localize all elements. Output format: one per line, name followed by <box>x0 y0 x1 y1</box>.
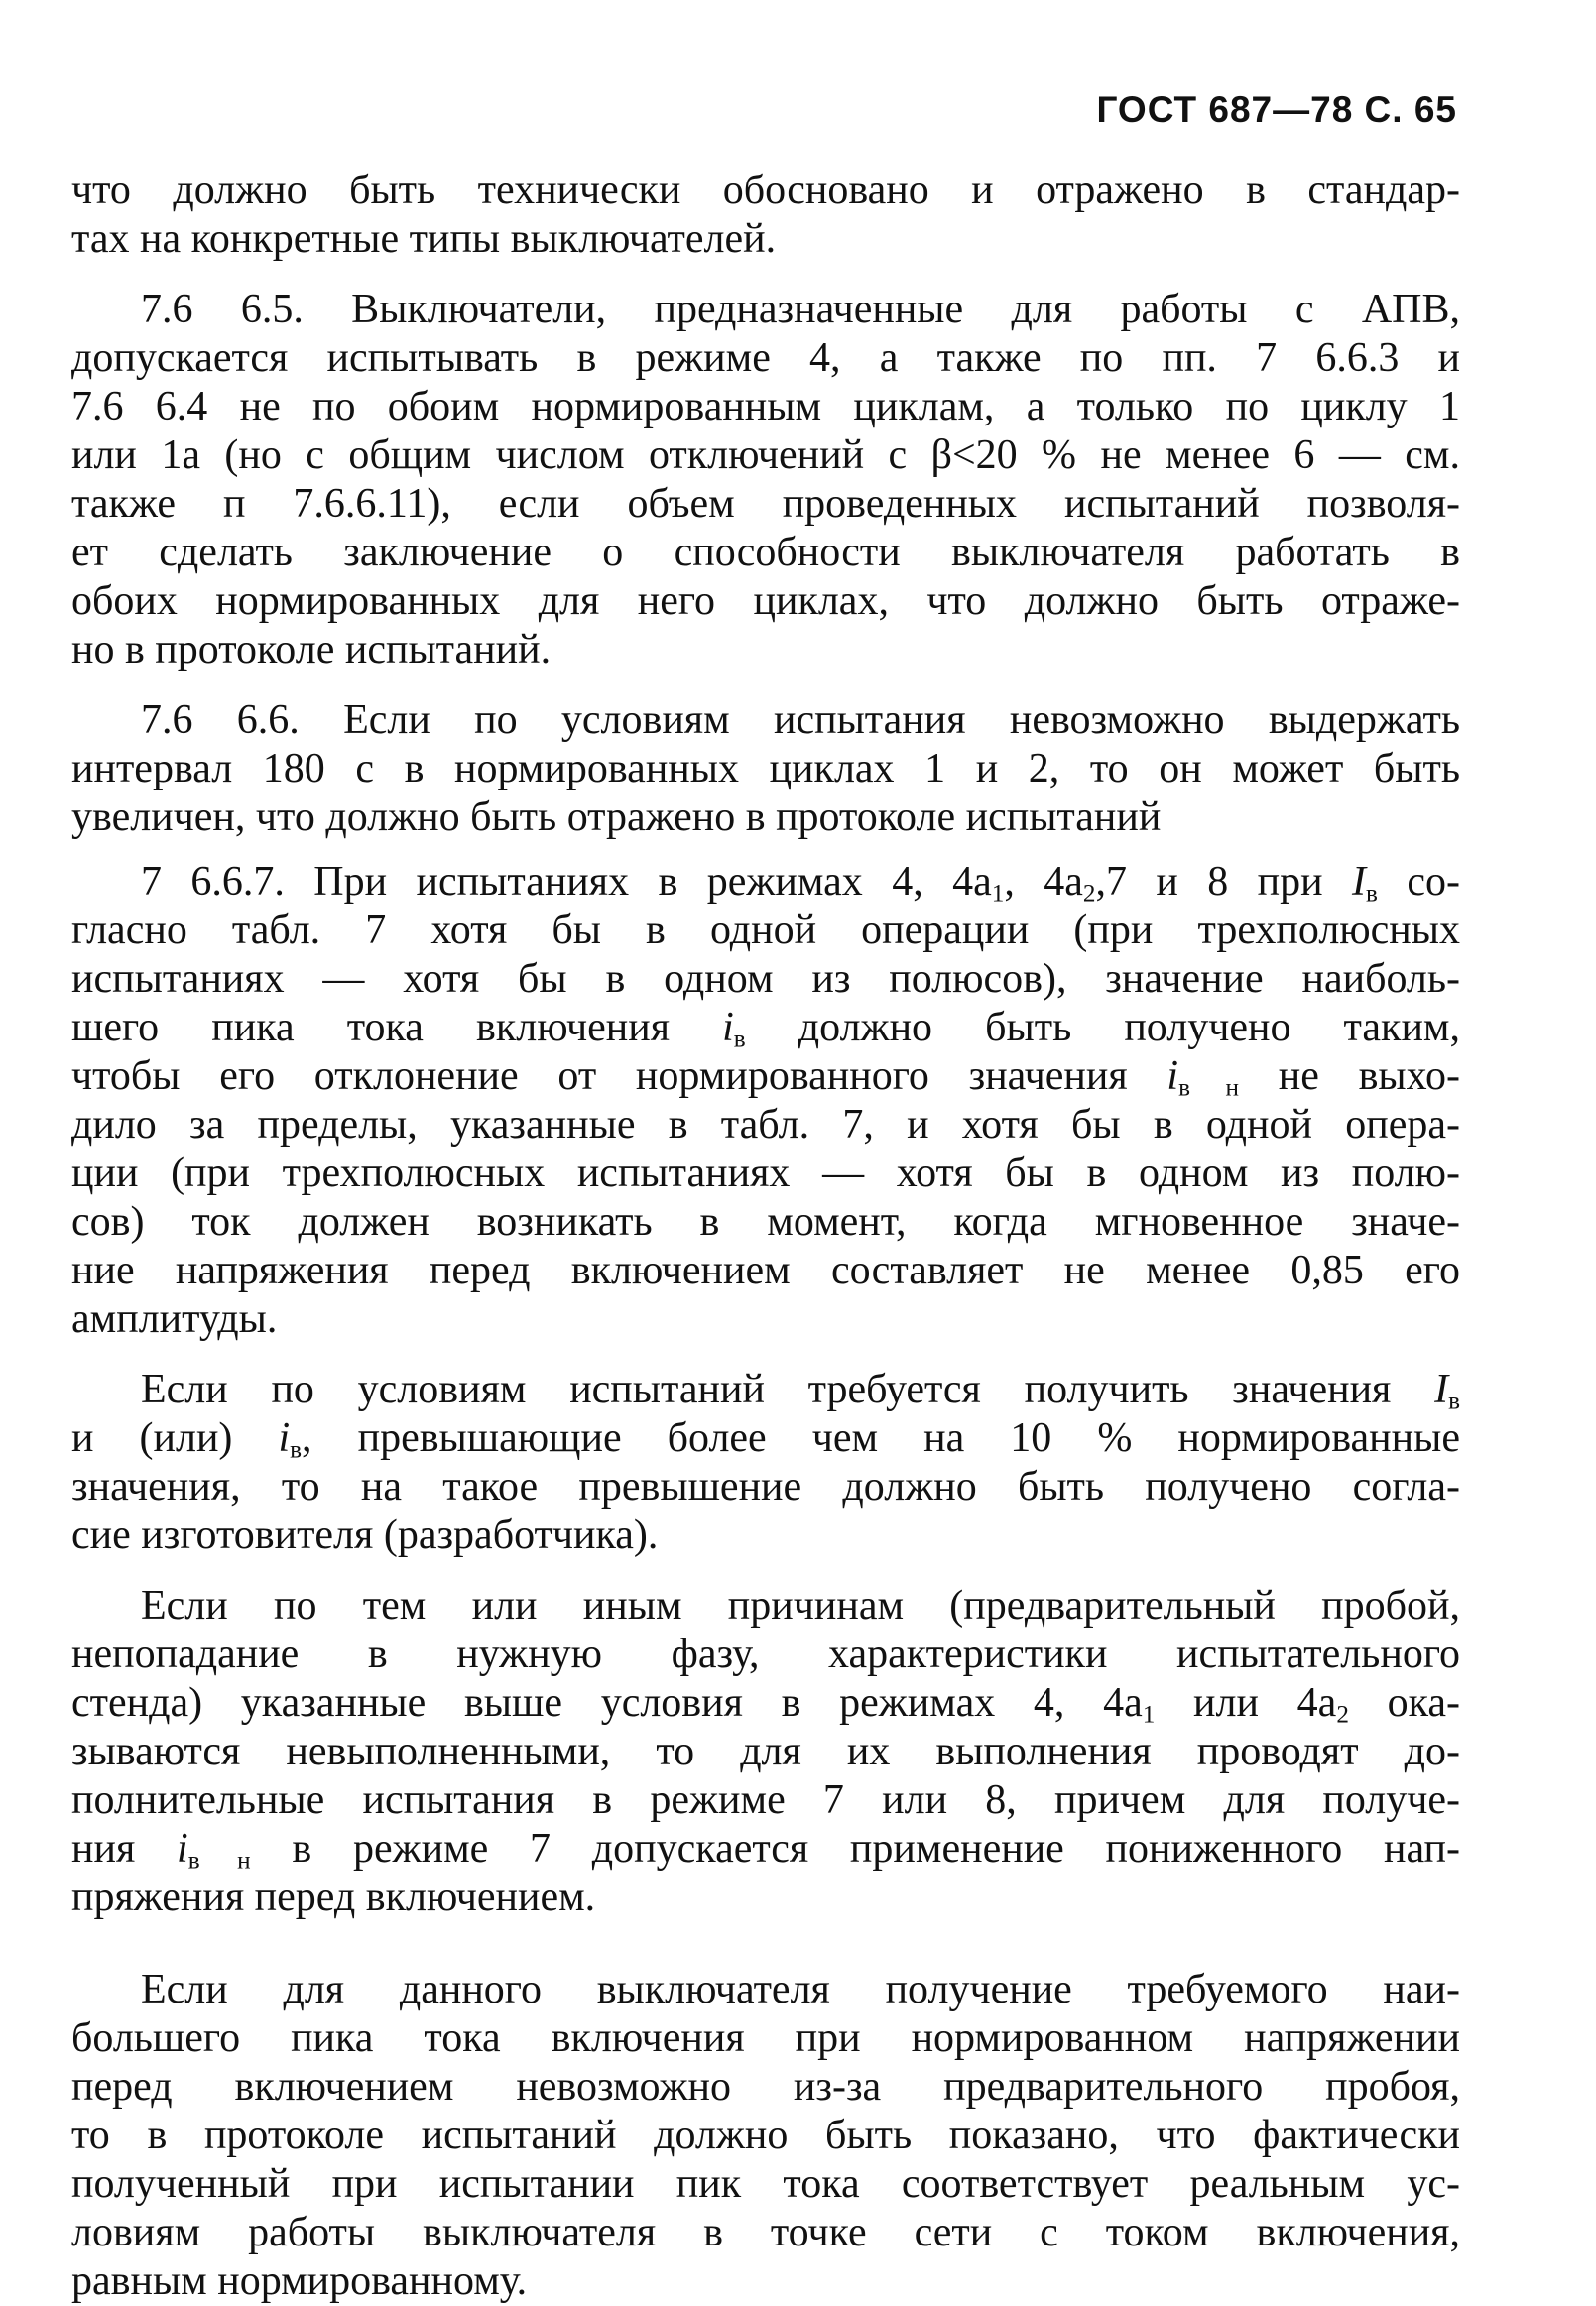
paragraph <box>71 1966 1460 2306</box>
text-line: увеличен, что должно быть отражено в протоколе испытаний <box>71 794 1162 840</box>
paragraph <box>71 1366 1460 1560</box>
line-fragment: 7 6.6.7. При испытаниях в режимах 4, 4а <box>141 859 992 905</box>
symbol: i <box>177 1826 188 1872</box>
text-line: зываются невыполненными, то для их выполнения проводят до- <box>71 1729 1460 1774</box>
line-fragment: и (или) <box>71 1415 233 1461</box>
text-line <box>71 1004 1460 1052</box>
subscript: в <box>290 1436 303 1464</box>
text-line: непопадание в нужную фазу, характеристики испытательного <box>71 1632 1460 1677</box>
paragraph <box>71 858 1460 1344</box>
text-line: но в протоколе испытаний. <box>71 627 552 672</box>
text-line: гласно табл. 7 хотя бы в одной операции (при трехполюсных <box>71 908 1460 953</box>
symbol: i <box>722 1005 734 1050</box>
line-fragment: не выхо- <box>1278 1053 1461 1099</box>
subscript: в н <box>1178 1074 1239 1102</box>
line-fragment: , превышающие более чем на 10 % нормированные <box>302 1415 1460 1461</box>
paragraph <box>71 286 1460 674</box>
subscript: 2 <box>1336 1701 1349 1729</box>
text-line: 7.6 6.6. Если по условиям испытания невозможно выдержать <box>141 697 1460 743</box>
symbol: I <box>1434 1367 1449 1412</box>
text-line: амплитуды. <box>71 1296 278 1342</box>
subscript: 1 <box>991 880 1005 908</box>
text-line: пряжения перед включением. <box>71 1875 596 1920</box>
text-line: ловиям работы выключателя в точке сети с током включения, <box>71 2210 1460 2255</box>
text-line <box>71 1825 1460 1874</box>
text-line: испытаниях — хотя бы в одном из полюсов), значение наиболь- <box>71 956 1460 1002</box>
subscript: 1 <box>1142 1701 1156 1729</box>
text-line <box>71 1414 1460 1463</box>
page-header: ГОСТ 687—78 С. 65 <box>1096 89 1457 130</box>
line-fragment: шего пика тока включения <box>71 1005 671 1050</box>
paragraph <box>71 1582 1460 1922</box>
paragraph <box>71 167 1460 264</box>
symbol: i <box>1166 1053 1179 1099</box>
subscript: в <box>1366 880 1378 908</box>
line-fragment: стенда) указанные выше условия в режимах 4, 4а <box>71 1680 1143 1726</box>
line-fragment: ния <box>71 1826 136 1872</box>
text-line <box>71 858 1460 907</box>
text-line <box>71 1366 1460 1414</box>
text-line: допускается испытывать в режиме 4, а также по пп. 7 6.6.3 и <box>71 335 1460 381</box>
subscript: в н <box>187 1847 251 1875</box>
text-line: перед включением невозможно из-за предварительного пробоя, <box>71 2064 1460 2110</box>
text-line: ние напряжения перед включением составляет не менее 0,85 его <box>71 1248 1460 1293</box>
subscript: 2 <box>1082 880 1096 908</box>
text-line: интервал 180 с в нормированных циклах 1 и 2, то он может быть <box>71 746 1460 791</box>
line-fragment: Если по условиям испытаний требуется получить значения <box>141 1367 1392 1412</box>
text-line: также п 7.6.6.11), если объем проведенных испытаний позволя- <box>71 481 1460 527</box>
document-body <box>71 167 1460 2306</box>
subscript: в <box>1448 1388 1461 1415</box>
text-line <box>71 1679 1460 1728</box>
line-fragment: чтобы его отклонение от нормированного значения <box>71 1053 1128 1099</box>
text-line: ет сделать заключение о способности выключателя работать в <box>71 530 1460 575</box>
text-line: то в протоколе испытаний должно быть показано, что фактически <box>71 2113 1460 2158</box>
text-line: 7.6 6.5. Выключатели, предназначенные для работы с АПВ, <box>141 287 1460 332</box>
text-line: равным нормированному. <box>71 2258 528 2304</box>
text-line: значения, то на такое превышение должно быть получено согла- <box>71 1464 1460 1510</box>
text-line: сие изготовителя (разработчика). <box>71 1513 659 1558</box>
text-line: полученный при испытании пик тока соответствует реальным ус- <box>71 2161 1460 2207</box>
line-fragment: ока- <box>1387 1680 1461 1726</box>
paragraph <box>71 696 1460 842</box>
text-line: что должно быть технически обосновано и отражено в стандар- <box>71 168 1460 213</box>
text-line: тах на конкретные типы выключателей. <box>71 216 777 262</box>
symbol: I <box>1352 859 1367 905</box>
line-fragment: или 4а <box>1193 1680 1337 1726</box>
text-line: полнительные испытания в режиме 7 или 8, причем для получе- <box>71 1777 1460 1823</box>
text-line: обоих нормированных для него циклах, что должно быть отраже- <box>71 578 1460 624</box>
text-line: или 1а (но с общим числом отключений с β<20 % не менее 6 — см. <box>71 432 1460 478</box>
symbol: i <box>278 1415 291 1461</box>
text-line <box>71 1052 1460 1101</box>
text-line: ции (при трехполюсных испытаниях — хотя бы в одном из полю- <box>71 1151 1460 1196</box>
text-line: Если для данного выключателя получение требуемого наи- <box>141 1967 1460 2012</box>
text-line: сов) ток должен возникать в момент, когда мгновенное значе- <box>71 1199 1460 1245</box>
line-fragment: ,7 и 8 при <box>1095 859 1323 905</box>
line-fragment: , 4а <box>1004 859 1083 905</box>
text-line: Если по тем или иным причинам (предварительный пробой, <box>141 1583 1460 1629</box>
line-fragment: в режиме 7 допускается применение пониженного нап- <box>292 1826 1461 1872</box>
text-line: 7.6 6.4 не по обоим нормированным циклам, а только по циклу 1 <box>71 384 1460 429</box>
text-line: большего пика тока включения при нормированном напряжении <box>71 2015 1460 2061</box>
line-fragment: должно быть получено таким, <box>798 1005 1461 1050</box>
subscript: в <box>733 1026 746 1053</box>
text-line: дило за пределы, указанные в табл. 7, и хотя бы в одной опера- <box>71 1102 1460 1148</box>
line-fragment: со- <box>1407 859 1460 905</box>
